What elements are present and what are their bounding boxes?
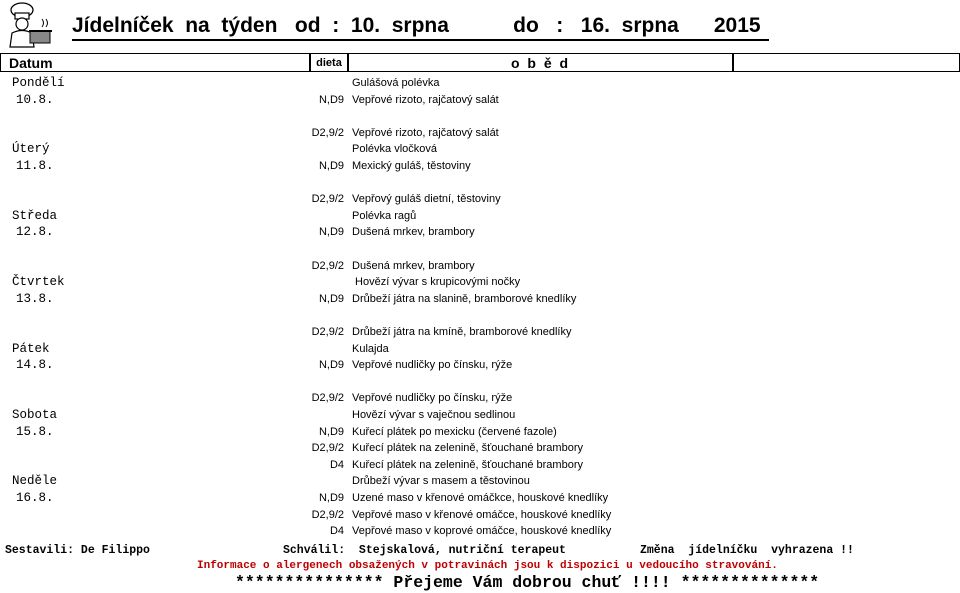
menu-line xyxy=(0,457,960,473)
meal-name: Kulajda xyxy=(352,342,389,355)
page-title: Jídelníček na týden od : 10. srpna do : 16. srpna 2015 xyxy=(72,12,769,41)
menu-line xyxy=(0,191,960,207)
day-date: 14.8. xyxy=(16,358,54,373)
diet-code: D2,9/2 xyxy=(311,326,344,338)
menu-line xyxy=(0,341,960,357)
diet-code: D2,9/2 xyxy=(311,508,344,521)
meal-name: Vepřové rizoto, rajčatový salát xyxy=(352,93,499,106)
diet-code: N,D9 xyxy=(318,226,344,239)
day-date: 10.8. xyxy=(16,92,54,107)
day-date: 13.8. xyxy=(16,291,54,306)
day-date: 15.8. xyxy=(16,424,54,439)
meal-name: Kuřecí plátek na zelenině, šťouchané brambory xyxy=(352,458,583,471)
meal-name: Polévka vločková xyxy=(352,143,437,156)
menu-line xyxy=(0,374,960,390)
diet-code: D2,9/2 xyxy=(311,259,344,272)
menu-line xyxy=(0,507,960,523)
day-name: Pondělí xyxy=(12,76,65,90)
meal-name: Mexický guláš, těstoviny xyxy=(352,160,471,172)
menu-line xyxy=(0,141,960,157)
menu-line xyxy=(0,125,960,141)
meal-name: Vepřový guláš dietní, těstoviny xyxy=(352,193,501,206)
menu-line xyxy=(0,108,960,124)
table-header xyxy=(0,53,960,73)
menu-line xyxy=(0,357,960,373)
menu-line xyxy=(0,424,960,440)
allergen-info: Informace o alergenech obsažených v potravinách jsou k dispozici u vedoucího stravování. xyxy=(197,560,778,572)
diet-code: N,D9 xyxy=(318,492,344,504)
menu-line xyxy=(0,407,960,423)
menu-line xyxy=(0,208,960,224)
approved-by: Schválil: Stejskalová, nutriční terapeut xyxy=(283,544,566,557)
menu-line xyxy=(0,175,960,191)
menu-line xyxy=(0,241,960,257)
meal-name: Kuřecí plátek na zelenině, šťouchané brambory xyxy=(352,442,583,455)
meal-name: Vepřové rizoto, rajčatový salát xyxy=(352,126,499,139)
diet-code: D2,9/2 xyxy=(311,126,344,139)
menu-line xyxy=(0,440,960,456)
menu-line xyxy=(0,473,960,489)
menu-line xyxy=(0,490,960,506)
diet-code: D2,9/2 xyxy=(311,193,344,206)
menu-line xyxy=(0,75,960,91)
meal-name: Drůbeží vývar s masem a těstovinou xyxy=(352,475,530,488)
meal-name: Kuřecí plátek po mexicku (červené fazole) xyxy=(352,425,557,438)
change-notice: Změna jídelníčku vyhrazena !! xyxy=(640,544,854,557)
meal-name: Drůbeží játra na slanině, bramborové knedlíky xyxy=(352,292,577,305)
day-name: Sobota xyxy=(12,408,58,422)
menu-line xyxy=(0,390,960,406)
menu-line xyxy=(0,291,960,307)
diet-code: N,D9 xyxy=(318,359,344,372)
column-header-datum: Datum xyxy=(0,53,310,72)
meal-name: Gulášová polévka xyxy=(352,77,440,89)
day-date: 12.8. xyxy=(16,225,54,240)
day-name: Neděle xyxy=(12,474,58,489)
column-header-empty xyxy=(733,53,960,72)
day-name: Pátek xyxy=(12,341,50,356)
menu-line xyxy=(0,307,960,323)
day-name: Úterý xyxy=(12,142,50,157)
meal-name: Vepřové nudličky po čínsku, rýže xyxy=(352,359,513,372)
meal-name: Vepřové nudličky po čínsku, rýže xyxy=(352,392,513,405)
diet-code: N,D9 xyxy=(318,93,344,106)
menu-line xyxy=(0,274,960,290)
meal-name: Vepřové maso v koprové omáčce, houskové knedlíky xyxy=(352,525,612,538)
bon-appetit-wish: *************** Přejeme Vám dobrou chuť !!!! ************** xyxy=(235,573,820,592)
diet-code: N,D9 xyxy=(318,292,344,305)
diet-code: D4 xyxy=(329,458,344,471)
menu-line xyxy=(0,324,960,340)
meal-name: Dušená mrkev, brambory xyxy=(352,226,475,239)
meal-name: Polévka ragů xyxy=(352,209,417,222)
diet-code: D4 xyxy=(329,525,344,538)
day-date: 11.8. xyxy=(16,159,54,173)
meal-name: Drůbeží játra na kmíně, bramborové knedlíky xyxy=(352,326,572,338)
diet-code: D2,9/2 xyxy=(311,442,344,455)
day-name: Čtvrtek xyxy=(12,275,65,290)
column-header-dieta: dieta xyxy=(310,53,348,72)
menu-line xyxy=(0,158,960,174)
menu-line xyxy=(0,523,960,539)
compiled-by: Sestavili: De Filippo xyxy=(5,544,150,557)
menu-line xyxy=(0,224,960,240)
meal-name: Dušená mrkev, brambory xyxy=(352,259,475,272)
diet-code: N,D9 xyxy=(318,160,344,172)
meal-name: Vepřové maso v křenové omáčce, houskové knedlíky xyxy=(352,508,612,521)
chef-logo-icon xyxy=(2,1,56,49)
day-date: 16.8. xyxy=(16,491,54,505)
meal-name: Hovězí vývar s krupicovými nočky xyxy=(352,276,521,289)
diet-code: N,D9 xyxy=(318,425,344,438)
diet-code: D2,9/2 xyxy=(311,392,344,405)
day-name: Středa xyxy=(12,208,58,223)
column-header-obed: o b ě d xyxy=(348,53,733,72)
menu-line xyxy=(0,92,960,108)
menu-line xyxy=(0,258,960,274)
meal-name: Hovězí vývar s vaječnou sedlinou xyxy=(352,409,516,421)
meal-name: Uzené maso v křenové omáčkce, houskové knedlíky xyxy=(352,492,609,504)
